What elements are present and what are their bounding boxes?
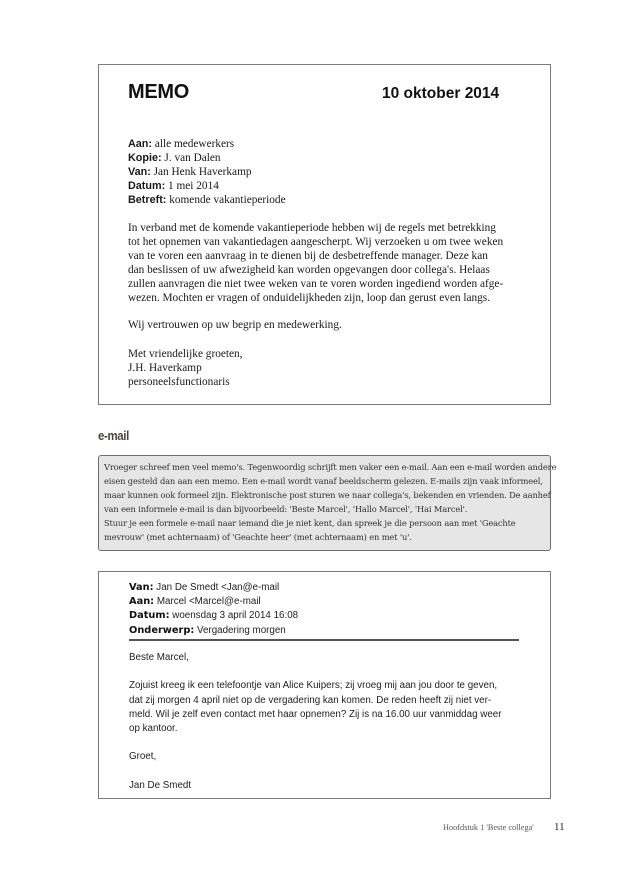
memo-field-van [128,165,286,179]
info-line: maar kunnen ook formeel zijn. Elektronische post sturen we naar collega's, bekenden en vrienden. De aanhef [104,490,551,501]
field-value: Jan De Smedt <Jan@e-mail [156,582,280,593]
email-field-aan [129,595,298,609]
memo-meta [128,137,286,207]
info-line: Stuur je een formele e-mail naar iemand die je niet kent, dan spreek je die persoon aan met 'Geachte [104,518,516,529]
footer-chapter: Hoofdstuk 1 'Beste collega' [443,823,534,832]
memo-body-line: wezen. Mochten er vragen of onduidelijkheden zijn, loop dan gerust even langs. [128,292,491,305]
field-label: Datum: [128,180,166,193]
field-value: 1 mei 2014 [168,180,219,193]
email-body-line: meld. Wil je zelf even contact met haar opnemen? Zij is na 16.00 uur vanmiddag weer [129,708,502,720]
field-label: Aan: [129,596,155,608]
email-header [129,581,298,638]
page-number: 11 [554,821,565,833]
info-box [98,455,557,551]
email-greeting: Beste Marcel, [129,652,189,663]
section-heading: e-mail [98,428,129,443]
memo-field-kopie [128,151,286,165]
field-label: Aan: [128,138,152,150]
field-label: Van: [129,582,154,593]
memo-body [128,221,528,306]
header-divider [129,639,519,641]
memo-signer: J.H. Haverkamp [128,362,202,375]
field-label: Datum: [129,610,170,622]
memo-title: MEMO [128,81,190,103]
info-line: Vroeger schreef men veel memo's. Tegenwoordig schrijft men vaker een e-mail. Aan een e-mail worden andere [104,462,557,472]
email-signer: Jan De Smedt [129,779,192,791]
memo-body-line: zullen aanvragen die niet twee weken van te voren worden ingediend worden afge- [128,278,504,291]
email-field-onderwerp [129,624,298,638]
memo-box [98,64,551,405]
field-label: Van: [128,166,151,179]
email-body-line: Zojuist kreeg ik een telefoontje van Alice Kuipers; zij vroeg mij aan jou door te geven, [129,680,498,692]
memo-closing: Met vriendelijke groeten, [128,348,243,360]
field-label: Kopie: [128,152,162,165]
info-line: van een informele e-mail is dan bijvoorbeeld: 'Beste Marcel', 'Hallo Marcel', 'Hai Marcel'. [104,504,468,515]
memo-field-aan [128,137,286,151]
field-value: J. van Dalen [164,152,221,165]
email-field-datum [129,609,298,623]
memo-signature [128,347,243,389]
email-field-van [129,581,298,595]
email-body [129,651,539,793]
field-value: Marcel <Marcel@e-mail [156,596,261,608]
memo-body-line: In verband met de komende vakantieperiode hebben wij de regels met betrekking [128,222,496,234]
field-value: woensdag 3 april 2014 16:08 [172,610,299,622]
memo-date: 10 oktober 2014 [382,85,500,102]
info-line: eisen gesteld dan aan een memo. Een e-mail wordt vanaf beeldscherm gelezen. E-mails zijn vaak informeel, [104,476,543,487]
email-closing: Groet, [129,751,157,763]
email-body-line: dat zij morgen 4 april niet op de vergadering kan komen. De reden heeft zij niet ver- [129,694,492,706]
memo-field-betreft [128,193,286,207]
memo-signer-role: personeelsfunctionaris [128,376,230,389]
field-value: Jan Henk Haverkamp [153,166,252,179]
field-value: alle medewerkers [154,138,235,150]
memo-body-line: van te voren een aanvraag in te dienen bij de desbetreffende manager. Deze kan [128,250,488,263]
email-box [98,571,551,799]
field-value: komende vakantieperiode [169,194,286,207]
memo-field-datum [128,179,286,193]
memo-body-line: dan beslissen of uw afwezigheid kan worden opgevangen door collega's. Helaas [128,264,490,277]
memo-body-line: tot het opnemen van vakantiedagen aangescherpt. Wij verzoeken u om twee weken [128,236,504,249]
memo-paragraph-2: Wij vertrouwen op uw begrip en medewerking. [128,319,342,331]
field-label: Betreft: [128,194,167,207]
field-value: Vergadering morgen [196,624,286,636]
field-label: Onderwerp: [129,624,195,636]
info-line: mevrouw' (met achternaam) of 'Geachte heer' (met achternaam) en met 'u'. [104,532,412,543]
email-body-line: op kantoor. [129,723,178,734]
